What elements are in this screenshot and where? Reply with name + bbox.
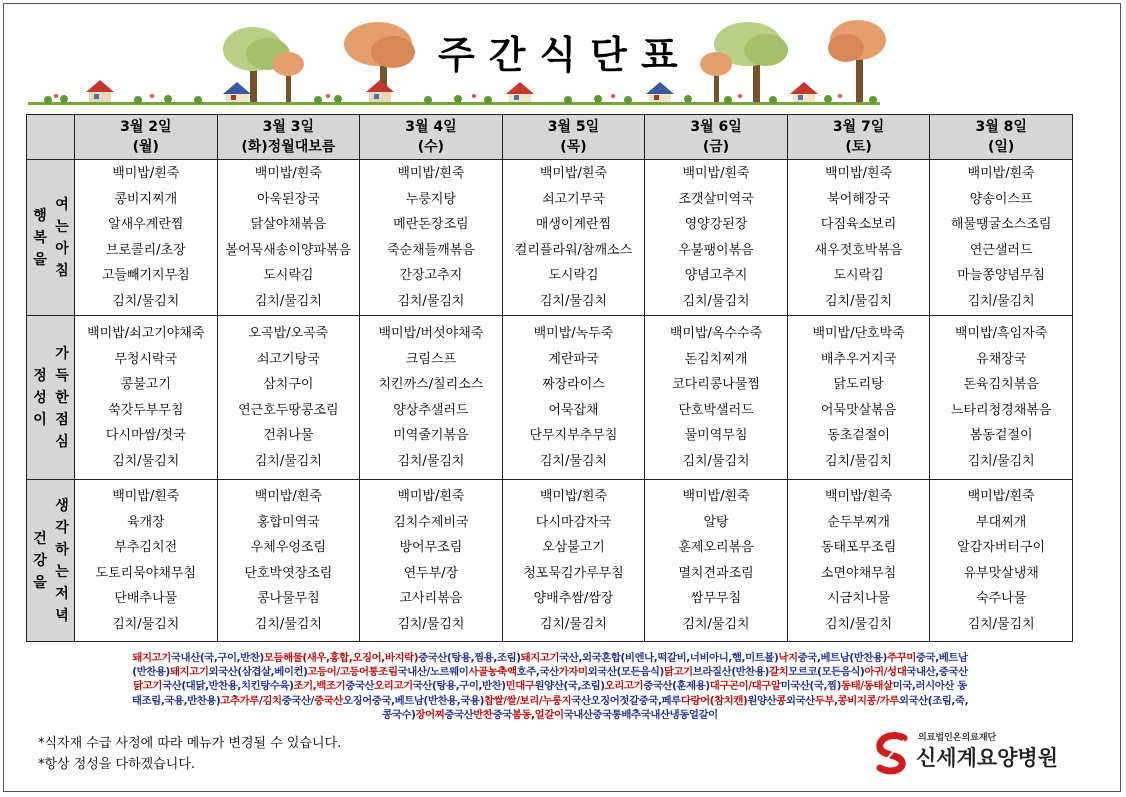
dish-item: 김치/물김치 (539, 453, 608, 469)
origin-segment: 닭고기 (663, 666, 693, 679)
dish-item: 동태포무조림 (820, 540, 897, 555)
dish-item: 백미밥/쇠고기야채죽 (87, 326, 205, 341)
origin-segment: 중국산/ (281, 694, 314, 707)
meal-cell (217, 160, 360, 316)
origin-segment: 국내산/노르웨이 (397, 666, 469, 679)
origin-segment: 국산,외국혼합(비엔나,떡갈비,너비아니,햄,미트볼) (559, 652, 779, 664)
dish-item: 간장고추지 (399, 268, 463, 283)
note-line: *항상 정성을 다하겠습니다. (38, 757, 196, 772)
dish-item: 돈김치찌개 (684, 351, 748, 367)
dish-item: 다짐육소보리 (820, 217, 897, 232)
meal-cell (217, 480, 360, 642)
dish-item: 백미밥/흰죽 (825, 166, 893, 181)
dish-item: 소면야채무침 (820, 565, 897, 581)
dish-item: 백미밥/옥수수죽 (669, 326, 763, 341)
dish-item: 백미밥/흑임자죽 (955, 326, 1048, 341)
dish-item: 훈제오리볶음 (678, 540, 754, 555)
house-icon (790, 82, 818, 102)
dish-item: 볼어묵새송이양파볶음 (225, 242, 352, 258)
origin-segment: 갈치 (768, 666, 789, 679)
dish-item: 연근샐러드 (969, 242, 1033, 258)
dish-item: 죽순채들깨볶음 (386, 242, 475, 258)
dish-item: 김치/물김치 (397, 616, 465, 632)
dish-item: 물미역무침 (684, 428, 748, 443)
dish-item: 양념고추지 (684, 268, 748, 283)
dish-item: 청포묵김가루무침 (523, 565, 624, 581)
origin-segment: 중국산 (313, 694, 343, 707)
dish-item: 백미밥/흰죽 (539, 166, 608, 181)
dish-item: 매생이계란찜 (535, 217, 612, 232)
dish-item: 김치/물김치 (825, 293, 893, 309)
day-header: 3월 5일 (목) (502, 115, 645, 160)
dish-item: 다시마감자국 (535, 514, 612, 530)
origin-segment: 국산(탕용,구이,반찬) (412, 680, 506, 693)
dish-item: 김치/물김치 (682, 293, 750, 309)
origin-segment: 돼지고기 (169, 666, 209, 679)
origin-line (40, 651, 1060, 665)
dish-item: 양배추쌈/쌈장 (533, 591, 614, 606)
dish-item: 백미밥/흰죽 (825, 489, 893, 504)
dish-item: 김치/물김치 (825, 453, 893, 469)
dish-item: 김치/물김치 (539, 616, 608, 632)
weekly-menu-table (26, 114, 1073, 642)
dish-item: 시금치나물 (827, 591, 890, 606)
dish-item: 크림스프 (405, 351, 457, 367)
origin-segment: 가자미 (558, 666, 588, 679)
house-icon (223, 82, 251, 102)
dish-item: 북어해장국 (827, 191, 890, 207)
dish-item: 우체우엉조림 (250, 540, 327, 555)
dish-item: 순두부찌개 (827, 514, 890, 530)
origin-segment: 오리고기 (604, 680, 644, 693)
corner-cell (27, 115, 75, 160)
dish-item: 고들빼기지무침 (101, 268, 190, 283)
origin-segment: 동태/동태살 (841, 680, 893, 693)
dish-item: 부대찌개 (976, 514, 1027, 530)
dish-item: 김치/물김치 (825, 616, 893, 632)
dish-item: 해물땡굴소스조림 (950, 217, 1052, 232)
dish-item: 유채장국 (976, 351, 1027, 367)
dish-item: 쌈무무침 (690, 591, 742, 606)
meal-label (27, 316, 75, 480)
meal-label-left: 건 강 을 (33, 530, 47, 591)
dish-item: 백미밥/흰죽 (967, 166, 1035, 181)
meal-label (27, 160, 75, 316)
origin-segment: 태조림,국용,반찬용) (131, 694, 221, 707)
logo-name: 신세계요양병원 (916, 746, 1059, 770)
dish-item: 백미밥/흰죽 (967, 489, 1035, 504)
dish-item: 김치/물김치 (539, 293, 608, 309)
origin-segment: 중국 (492, 708, 512, 721)
dish-item: 김치/물김치 (112, 293, 180, 309)
dish-item: 연두부/장 (403, 565, 459, 581)
meal-cell (502, 316, 645, 480)
dish-item: 유부맛살냉채 (963, 565, 1039, 581)
dish-item: 마늘쫑양념무침 (957, 268, 1046, 283)
tree-icon (700, 52, 732, 102)
meal-cell (502, 480, 645, 642)
dish-item: 다시마쌈/젓국 (105, 428, 186, 443)
origin-segment: 원양산(국,조림) (534, 680, 605, 693)
tree-icon (272, 52, 304, 102)
dish-item: 김치/물김치 (682, 453, 750, 469)
origin-segment: 미국산(국,찜) (780, 680, 842, 693)
dish-item: 백미밥/버섯야채죽 (378, 326, 484, 341)
flower-icon (54, 94, 842, 98)
dish-item: 어묵맛살볶음 (820, 402, 897, 418)
meal-cell (75, 160, 218, 316)
day-header: 3월 2일 (월) (75, 115, 218, 160)
dish-item: 알감자버터구이 (957, 540, 1046, 555)
origin-segment: 콩 (776, 694, 786, 707)
dish-item: 동초겉절이 (827, 428, 890, 443)
dish-item: 백미밥/흰죽 (397, 489, 465, 504)
dish-item: 육개장 (126, 514, 165, 530)
meal-cell (930, 316, 1073, 480)
dish-item: 콩불고기 (120, 377, 171, 392)
origin-segment: 장어찌 (415, 708, 445, 721)
dish-item: 쑥갓두부무침 (108, 402, 184, 418)
meal-label-left: 정 성 이 (33, 367, 47, 428)
meal-row (27, 316, 1073, 480)
dish-item: 도시락김 (833, 268, 884, 283)
origin-segment: 중국산(훈제용) (643, 680, 710, 693)
hospital-logo (874, 730, 1064, 778)
origin-segment: 고추가루 (220, 694, 259, 707)
dish-item: 김치/물김치 (967, 453, 1035, 469)
meal-cell (360, 316, 503, 480)
meal-row (27, 160, 1073, 316)
origin-line (40, 665, 1060, 679)
dish-item: 백미밥/흰죽 (397, 166, 465, 181)
origin-line (40, 694, 1060, 708)
dish-item: 김치/물김치 (967, 293, 1035, 309)
origin-segment: 미국,러시아산 동 (892, 680, 967, 693)
dish-item: 김치/물김치 (397, 293, 465, 309)
origin-segment: 중국산 (444, 708, 474, 721)
meal-cell (217, 316, 360, 480)
day-header: 3월 8일 (일) (930, 115, 1073, 160)
dish-item: 연근호두땅콩조림 (238, 402, 339, 418)
dish-item: 느타리청경채볶음 (950, 402, 1052, 418)
dish-item: 쇠고기탕국 (256, 351, 320, 367)
dish-item: 봄동겉절이 (969, 428, 1033, 443)
origin-segment: 중국,베트남 (915, 652, 968, 664)
logo-subtitle: 의료법인온의료재단 (918, 733, 997, 743)
dish-item: 아욱된장국 (256, 191, 320, 207)
dish-item: 단호박샐러드 (678, 402, 754, 418)
logo-mark-icon (874, 732, 914, 776)
origin-segment: 원양산 (747, 694, 777, 707)
origin-segment: 외국산 (785, 694, 815, 707)
page-title: 주간식단표 (438, 33, 692, 77)
dish-item: 백미밥/단호박죽 (812, 326, 905, 341)
dish-item: 부추김치전 (114, 540, 178, 555)
house-icon (86, 80, 114, 102)
dish-item: 김치/물김치 (254, 453, 322, 469)
dish-item: 미역줄기볶음 (393, 428, 469, 443)
dish-item: 양송이스프 (969, 191, 1033, 207)
meal-cell (75, 480, 218, 642)
day-header: 3월 3일 (화)정월대보름 (217, 115, 360, 160)
origin-segment: 돼지고기 (520, 652, 560, 664)
dish-item: 조갯살미역국 (678, 191, 754, 207)
meal-cell (360, 160, 503, 316)
dish-item: 양상추샐러드 (393, 402, 469, 418)
dish-item: 백미밥/흰죽 (682, 489, 750, 504)
dish-item: 단호박엿장조림 (244, 565, 333, 581)
meal-cell (502, 160, 645, 316)
dish-item: 콩나물무침 (256, 591, 320, 606)
dish-item: 닭도리탕 (833, 377, 884, 392)
dish-item: 김치/물김치 (254, 616, 322, 632)
origin-segment: / (258, 694, 263, 707)
meal-label-right: 여 는 아 침 (55, 196, 69, 279)
origin-segment: 외국산(조림,죽, (898, 694, 969, 707)
origin-segment: 김치 (262, 694, 282, 707)
tree-icon (828, 20, 886, 102)
dish-item: 쇠고기무국 (542, 191, 605, 207)
origin-line (40, 708, 1060, 722)
dish-item: 백미밥/흰죽 (254, 166, 322, 181)
day-header: 3월 4일 (수) (360, 115, 503, 160)
meal-cell (645, 480, 788, 642)
meal-cell (787, 480, 930, 642)
origin-segment: 모듬해물(새우,홍합,오징어,바지락) (263, 652, 419, 664)
note-line: *식자재 수급 사정에 따라 메뉴가 변경될 수 있습니다. (38, 736, 342, 751)
dish-item: 새우젓호박볶음 (814, 242, 903, 258)
dish-item: 컬리플라워/참깨소스 (514, 242, 633, 258)
dish-item: 멸치견과조림 (678, 565, 754, 581)
meal-row (27, 480, 1073, 642)
house-icon (646, 82, 674, 102)
meal-cell (75, 316, 218, 480)
dish-item: 방어무조림 (399, 540, 463, 555)
origin-segment: 국내산,중국산 (906, 666, 968, 679)
meal-label (27, 480, 75, 642)
day-header-row (27, 115, 1073, 160)
origin-segment: 외국산(삼겹살,베이컨) (208, 666, 308, 679)
dish-item: 김치/물김치 (967, 616, 1035, 632)
dish-item: 오삼불고기 (542, 540, 605, 555)
dish-item: 김치/물김치 (112, 616, 180, 632)
dish-item: 김치/물김치 (397, 453, 465, 469)
dish-item: 숙주나물 (976, 591, 1027, 606)
origin-segment: 봄동,얼갈이 (511, 708, 564, 721)
origin-segment: 국내산(국,구이,반찬) (170, 652, 264, 664)
dish-item: 백미밥/녹두죽 (533, 326, 614, 341)
origin-segment: 민대구 (505, 680, 535, 693)
house-icon (366, 80, 394, 102)
dish-item: 메란돈장조림 (393, 217, 469, 232)
dish-item: 고사리볶음 (399, 591, 463, 606)
meal-cell (930, 480, 1073, 642)
ingredient-origin-notice (40, 651, 1060, 722)
origin-segment: 모르코(모든음식) (788, 666, 865, 679)
meal-cell (787, 160, 930, 316)
dish-item: 김치/물김치 (682, 616, 750, 632)
meal-cell (930, 160, 1073, 316)
origin-segment: 국내산중국통배추국내산냉동얼갈이 (563, 708, 718, 721)
dish-item: 도시락김 (263, 268, 314, 283)
dish-item: 단배추나물 (114, 591, 178, 606)
origin-segment: 오징어중국,베트남(반찬용,국용) (342, 694, 484, 707)
dish-item: 우불팽이볶음 (678, 242, 754, 258)
origin-segment: 브라질산(반찬용) (692, 666, 769, 679)
dish-item: 건취나물 (263, 428, 314, 443)
meal-cell (787, 316, 930, 480)
house-icon (506, 82, 534, 102)
dish-item: 김치수제비국 (393, 514, 469, 530)
dish-item: 홍합미역국 (256, 514, 320, 530)
origin-segment: 아귀/성대 (864, 666, 907, 679)
dish-item: 오곡밥/오곡죽 (248, 326, 329, 341)
origin-segment: 국산오징어젓갈중국,페루 (571, 694, 681, 707)
dish-item: 백미밥/흰죽 (254, 489, 322, 504)
origin-segment: 찹쌀/쌀/보리/누룽지 (483, 694, 572, 707)
origin-segment: 고등어/고등어통조림 (307, 666, 398, 679)
origin-segment: 외국산(모든음식) (587, 666, 664, 679)
dish-item: 닭살야채볶음 (250, 217, 327, 232)
dish-item: 코다리콩나물찜 (672, 377, 760, 392)
dish-item: 알새우계란찜 (108, 217, 184, 232)
meal-label-right: 생 각 하 는 저 녁 (55, 497, 69, 624)
origin-segment: 오리고기 (374, 680, 413, 693)
origin-segment: 사골농축액 (468, 666, 517, 679)
dish-item: 도시락김 (548, 268, 599, 283)
dish-item: 브로콜리/초장 (105, 242, 186, 258)
dish-item: 알탕 (703, 514, 729, 530)
dish-item: 도토리묵야채무침 (95, 565, 197, 581)
day-header: 3월 6일 (금) (645, 115, 788, 160)
dish-item: 영양강된장 (684, 217, 748, 232)
meal-cell (645, 316, 788, 480)
dish-item: 단무지부추무침 (529, 428, 618, 443)
dish-item: 백미밥/흰죽 (682, 166, 750, 181)
dish-item: 계란파국 (548, 351, 599, 367)
dish-item: 김치/물김치 (254, 293, 322, 309)
origin-segment: (반찬용) (132, 666, 170, 679)
origin-segment: 반찬 (473, 708, 493, 721)
dish-item: 백미밥/흰죽 (112, 166, 180, 181)
dish-item: 치킨까스/칠리소스 (378, 377, 484, 392)
origin-segment: 돼지고기 (132, 652, 171, 664)
meal-label-right: 가 득 한 점 심 (55, 345, 69, 450)
dish-item: 삼치구이 (263, 377, 314, 392)
meal-cell (645, 160, 788, 316)
origin-segment: 주꾸미 (886, 652, 916, 664)
origin-segment: 조기,백조기 (293, 680, 346, 693)
dish-item: 어묵잡채 (548, 402, 599, 418)
origin-segment: 닭고기 (133, 680, 163, 693)
dish-item: 무청시락국 (114, 351, 178, 367)
dish-item: 콩비지찌개 (114, 191, 178, 207)
day-header: 3월 7일 (토) (787, 115, 930, 160)
dish-item: 돈육김치볶음 (963, 377, 1039, 392)
dish-item: 백미밥/흰죽 (539, 489, 608, 504)
origin-segment: 낙지 (778, 652, 798, 664)
origin-segment: 다랑어(참치캔) (680, 694, 748, 707)
origin-segment: 대구곤이/대구알 (709, 680, 781, 693)
origin-segment: 국산(대닭,반찬용,치킨탕수육) (162, 680, 294, 693)
dish-item: 김치/물김치 (112, 453, 180, 469)
origin-segment: 두부,콩비지콩/가루 (814, 694, 899, 707)
dish-item: 누룽지탕 (405, 191, 457, 207)
dish-item: 짜장라이스 (542, 377, 605, 392)
dish-item: 배추우거지국 (820, 351, 897, 367)
origin-segment: 중국산(탕용,찜용,조림) (418, 652, 521, 664)
origin-line (40, 679, 1060, 693)
meal-cell (360, 480, 503, 642)
notes (38, 733, 341, 775)
origin-segment: 호주,국산 (516, 666, 559, 679)
origin-segment: 콩국수) (382, 708, 416, 721)
origin-segment: 중국,베트남(반찬용) (797, 652, 887, 664)
dish-item: 백미밥/흰죽 (112, 489, 180, 504)
origin-segment: 중국산 (345, 680, 375, 693)
meal-label-left: 행 복 을 (33, 207, 47, 268)
